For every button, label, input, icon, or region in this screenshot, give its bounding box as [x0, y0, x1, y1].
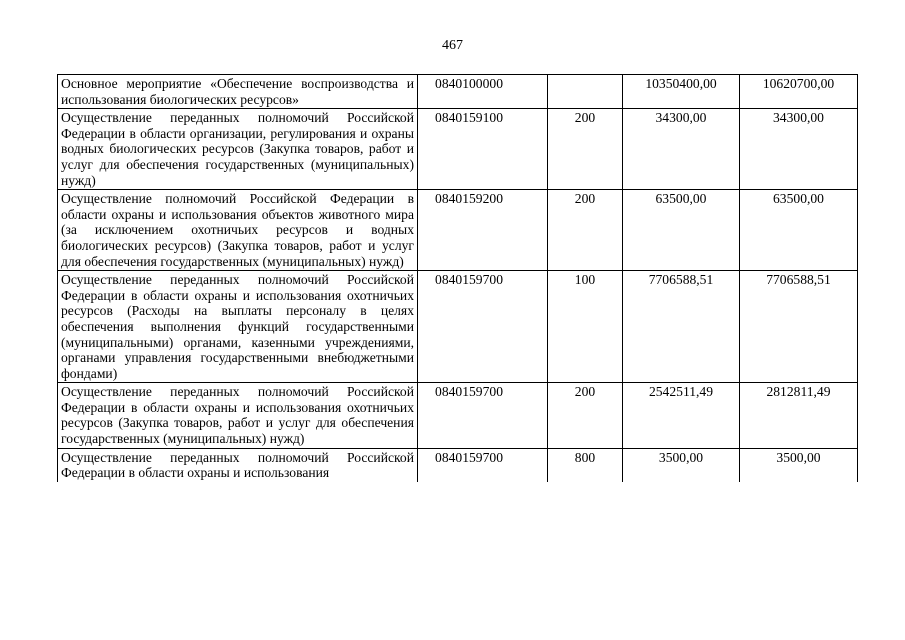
- expense-type: 800: [548, 448, 623, 482]
- amount-year-2: 7706588,51: [740, 271, 858, 383]
- expense-type: 200: [548, 190, 623, 271]
- table-row: [58, 75, 858, 109]
- amount-year-2: 2812811,49: [740, 383, 858, 448]
- target-code: 0840159700: [418, 383, 548, 448]
- target-code: 0840159100: [418, 109, 548, 190]
- amount-year-1: 2542511,49: [623, 383, 740, 448]
- amount-year-1: 3500,00: [623, 448, 740, 482]
- row-description: Основное мероприятие «Обеспечение воспроизводства и использования биологических ресурсов»: [58, 75, 418, 109]
- expense-type: 200: [548, 383, 623, 448]
- amount-year-2: 3500,00: [740, 448, 858, 482]
- target-code: 0840159700: [418, 448, 548, 482]
- row-description: Осуществление переданных полномочий Российской Федерации в области охраны и использования охотничьих ресурсов (Расходы на выплаты персоналу в целях обеспечения выполнения функций государственными (муниципальными) органами, казенными учреждениями, органами управления государственными внебюджетными фондами): [58, 271, 418, 383]
- page-number: 467: [442, 38, 463, 53]
- amount-year-2: 63500,00: [740, 190, 858, 271]
- target-code: 0840159700: [418, 271, 548, 383]
- table-row: [58, 109, 858, 190]
- budget-table: [57, 74, 858, 482]
- amount-year-1: 10350400,00: [623, 75, 740, 109]
- amount-year-2: 34300,00: [740, 109, 858, 190]
- row-description: Осуществление переданных полномочий Российской Федерации в области организации, регулирования и охраны водных биологических ресурсов (Закупка товаров, работ и услуг для обеспечения государственных (муниципальных) нужд): [58, 109, 418, 190]
- target-code: 0840100000: [418, 75, 548, 109]
- amount-year-1: 34300,00: [623, 109, 740, 190]
- table-row: [58, 190, 858, 271]
- target-code: 0840159200: [418, 190, 548, 271]
- row-description: Осуществление переданных полномочий Российской Федерации в области охраны и использования охотничьих ресурсов (Закупка товаров, работ и услуг для обеспечения государственных (муниципальных) нужд): [58, 383, 418, 448]
- row-description: Осуществление переданных полномочий Российской Федерации в области охраны и использования: [58, 448, 418, 482]
- expense-type: [548, 75, 623, 109]
- amount-year-1: 63500,00: [623, 190, 740, 271]
- amount-year-2: 10620700,00: [740, 75, 858, 109]
- row-description: Осуществление полномочий Российской Федерации в области охраны и использования объектов животного мира (за исключением охотничьих ресурсов и водных биологических ресурсов) (Закупка товаров, работ и услуг для обеспечения государственных (муниципальных) нужд): [58, 190, 418, 271]
- amount-year-1: 7706588,51: [623, 271, 740, 383]
- table-row: [58, 271, 858, 383]
- expense-type: 200: [548, 109, 623, 190]
- expense-type: 100: [548, 271, 623, 383]
- table-row: [58, 383, 858, 448]
- table-row: [58, 448, 858, 482]
